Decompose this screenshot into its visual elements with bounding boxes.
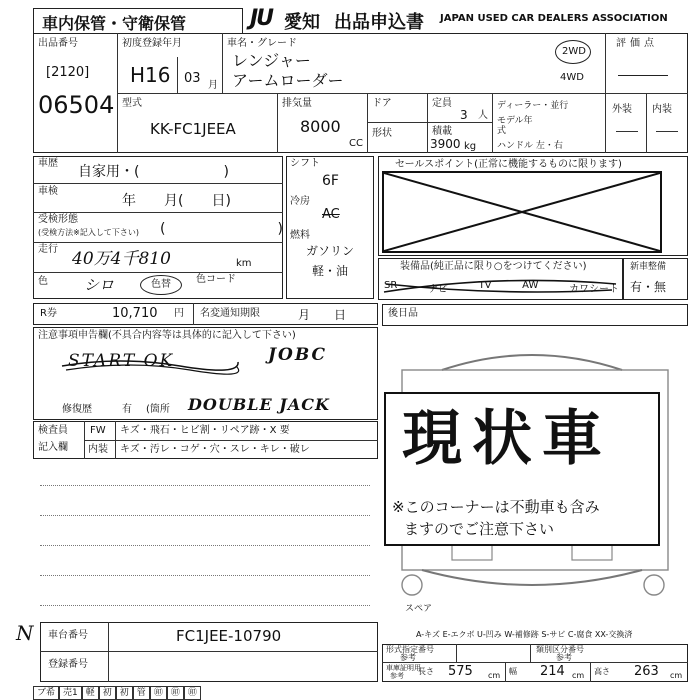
storage-box bbox=[33, 8, 243, 34]
chassis-label: 車台番号 bbox=[48, 630, 88, 641]
r-ticket-value: 10,710 bbox=[112, 306, 158, 321]
dimensions-ref: 参考 bbox=[390, 672, 404, 680]
shape-label: 形状 bbox=[372, 128, 392, 139]
footer-cell-9: ㊞ bbox=[184, 686, 201, 700]
spare-label: スペア bbox=[405, 604, 433, 614]
length-value: 575 bbox=[448, 664, 473, 679]
color-code-label: 色コード bbox=[196, 274, 236, 285]
equipment-label: 装備品(純正品に限り○をつけてください) bbox=[400, 261, 587, 272]
class-spec-label: 類別区分番号 bbox=[536, 645, 584, 654]
footer-cell-1: ブ希 bbox=[33, 686, 59, 700]
form-title: 出品申込書 bbox=[334, 12, 424, 33]
listing-number: 06504 bbox=[38, 91, 115, 119]
dealer-label: ディーラー・並行 bbox=[497, 101, 569, 111]
inspector-interior-text: キズ・汚レ・コゲ・穴・スレ・キレ・破レ bbox=[120, 444, 310, 455]
chassis-value: FC1JEE-10790 bbox=[176, 627, 282, 645]
r-ticket-label: R券 bbox=[40, 308, 57, 319]
condition-box bbox=[384, 392, 660, 546]
grade-interior-label: 内装 bbox=[652, 104, 672, 115]
mileage-label: 走行 bbox=[38, 244, 58, 255]
capacity-label: 定員 bbox=[432, 98, 452, 109]
footer-cell-6: 管 bbox=[133, 686, 150, 700]
condition-note-2: ますのでご注意下さい bbox=[404, 520, 555, 538]
after-items-block bbox=[382, 304, 688, 326]
damage-legend: A-キズ E-エクボ U-凹み W-補修跡 S-サビ C-腐食 XX-交換済 bbox=[416, 630, 633, 639]
inspection-label: 車検 bbox=[38, 186, 58, 197]
displacement-label: 排気量 bbox=[282, 98, 312, 109]
storage-label: 車内保管・守衛保管 bbox=[42, 14, 187, 33]
car-name-label: 車名・グレード bbox=[227, 38, 297, 49]
payload-label: 積載 bbox=[432, 126, 452, 137]
sales-point-cross-box bbox=[382, 171, 662, 253]
class-spec-ref: 参考 bbox=[556, 653, 572, 662]
length-unit: cm bbox=[488, 671, 501, 680]
org-name: 愛知 bbox=[284, 12, 320, 33]
mileage-value: 40万4千810 bbox=[72, 249, 171, 269]
inspector-interior: 内装 bbox=[88, 444, 108, 455]
condition-note-1: ※このコーナーは不動車も含み bbox=[392, 498, 600, 516]
footer-cell-3: 軽 bbox=[82, 686, 99, 700]
payload-value: 3900 bbox=[430, 137, 461, 151]
inspector-label-2: 記入欄 bbox=[38, 442, 68, 453]
displacement-unit: CC bbox=[349, 138, 363, 149]
form-spec-label: 形式指定番号 bbox=[386, 645, 434, 654]
equipment-item-navi: ナビ bbox=[427, 284, 448, 295]
pickup-label: 受検形態 bbox=[38, 214, 78, 225]
width-value: 214 bbox=[540, 664, 565, 679]
sales-point-label: セールスポイント(正常に機能するものに限ります) bbox=[395, 159, 622, 170]
drive-2wd: 2WD bbox=[562, 46, 586, 57]
footer-cell-5: 初 bbox=[116, 686, 133, 700]
notes-handwritten-2: DOUBLE JACK bbox=[188, 395, 330, 414]
color-value: シロ bbox=[84, 276, 115, 294]
length-label: 長さ bbox=[418, 667, 434, 676]
fuel-label: 燃料 bbox=[290, 230, 310, 241]
notes-crossed: START OK bbox=[68, 351, 175, 371]
registration-label: 登録番号 bbox=[48, 659, 88, 670]
drive-4wd: 4WD bbox=[560, 72, 584, 83]
model-value: KK-FC1JEEA bbox=[150, 120, 236, 138]
org-english: JAPAN USED CAR DEALERS ASSOCIATION bbox=[440, 13, 668, 24]
name-change-value: 月 日 bbox=[298, 308, 347, 322]
inspector-label-1: 検査員 bbox=[38, 425, 68, 436]
first-reg-month-unit: 月 bbox=[208, 80, 218, 91]
height-label: 高さ bbox=[594, 667, 610, 676]
repair-label: 修復歴 bbox=[62, 404, 92, 415]
shift-value: 6F bbox=[322, 173, 339, 189]
aircon-label: 冷房 bbox=[290, 196, 310, 207]
mileage-unit: km bbox=[236, 258, 252, 269]
dimensions-label: 車庫証明用 bbox=[386, 664, 421, 672]
first-reg-year: H16 bbox=[130, 63, 171, 87]
history-value: 自家用・( ) bbox=[78, 164, 229, 180]
color-label: 色 bbox=[38, 276, 48, 287]
aircon-value: AC bbox=[322, 207, 340, 222]
equipment-item-seat: カワシート bbox=[569, 284, 619, 295]
car-name-line2: アームローダー bbox=[232, 71, 344, 90]
color-changed: 色替 bbox=[151, 279, 171, 290]
form-spec-ref: 参考 bbox=[400, 653, 416, 662]
equipment-item-aw: AW bbox=[522, 280, 539, 291]
first-reg-month: 03 bbox=[184, 71, 201, 86]
model-label: 型式 bbox=[122, 98, 142, 109]
repair-value: 有 bbox=[122, 404, 132, 415]
footer-cell-4: 初 bbox=[99, 686, 116, 700]
displacement-value: 8000 bbox=[300, 117, 341, 136]
pickup-note: (受検方法※記入して下さい) bbox=[38, 228, 139, 237]
new-record-value: 有・無 bbox=[630, 280, 667, 294]
footer-cell-7: ㊞ bbox=[150, 686, 167, 700]
doors-label: ドア bbox=[372, 98, 392, 109]
inspector-fw: FW bbox=[90, 425, 106, 436]
width-label: 幅 bbox=[509, 667, 517, 676]
payload-unit: kg bbox=[464, 141, 477, 152]
condition-title: 現状車 bbox=[402, 404, 612, 474]
listing-number-label: 出品番号 bbox=[38, 38, 78, 49]
after-items-label: 後日品 bbox=[388, 308, 418, 319]
ju-logo: JU bbox=[250, 6, 273, 31]
pickup-value: ( ) bbox=[160, 221, 283, 237]
capacity-unit: 人 bbox=[478, 110, 488, 121]
fuel-value: ガソリン bbox=[306, 244, 355, 258]
grade-exterior-label: 外装 bbox=[612, 104, 632, 115]
equipment-strike-mark bbox=[380, 272, 620, 296]
model-year-label: モデル年式 bbox=[497, 116, 533, 136]
name-change-label: 名変通知期限 bbox=[200, 308, 260, 319]
notes-strike-mark bbox=[60, 352, 240, 376]
height-unit: cm bbox=[670, 671, 683, 680]
listing-sub-number: [2120] bbox=[46, 65, 90, 80]
new-record-label: 新車整備 bbox=[630, 262, 667, 272]
r-ticket-unit: 円 bbox=[174, 308, 184, 319]
cross-out-mark bbox=[384, 173, 660, 251]
footer-stamp-row bbox=[33, 686, 363, 700]
equipment-item-tv: TV bbox=[478, 280, 492, 291]
car-name-line1: レンジャー bbox=[232, 51, 311, 70]
fuel-option: 軽・油 bbox=[312, 264, 349, 278]
first-reg-label: 初度登録年月 bbox=[122, 38, 182, 49]
history-label: 車歴 bbox=[38, 158, 58, 169]
repair-place: (箇所 bbox=[146, 404, 170, 415]
height-value: 263 bbox=[634, 664, 659, 679]
width-unit: cm bbox=[572, 671, 585, 680]
inspection-value: 年 月( 日) bbox=[122, 193, 231, 209]
notes-handwritten-1: JOBC bbox=[268, 345, 328, 365]
shift-label: シフト bbox=[290, 158, 320, 169]
handle-label: ハンドル 左・右 bbox=[497, 141, 563, 151]
grade-label: 評価点 bbox=[616, 38, 658, 49]
footer-cell-2: 売1 bbox=[59, 686, 82, 700]
equipment-item-sr: SR bbox=[384, 280, 398, 291]
capacity-value: 3 bbox=[460, 108, 468, 122]
chassis-mark: N bbox=[16, 621, 34, 645]
footer-cell-8: ㊞ bbox=[167, 686, 184, 700]
notes-label: 注意事項申告欄(不具合内容等は具体的に記入して下さい) bbox=[38, 330, 296, 341]
inspector-fw-text: キズ・飛石・ヒビ割・リペア跡・X 要 bbox=[120, 425, 290, 436]
